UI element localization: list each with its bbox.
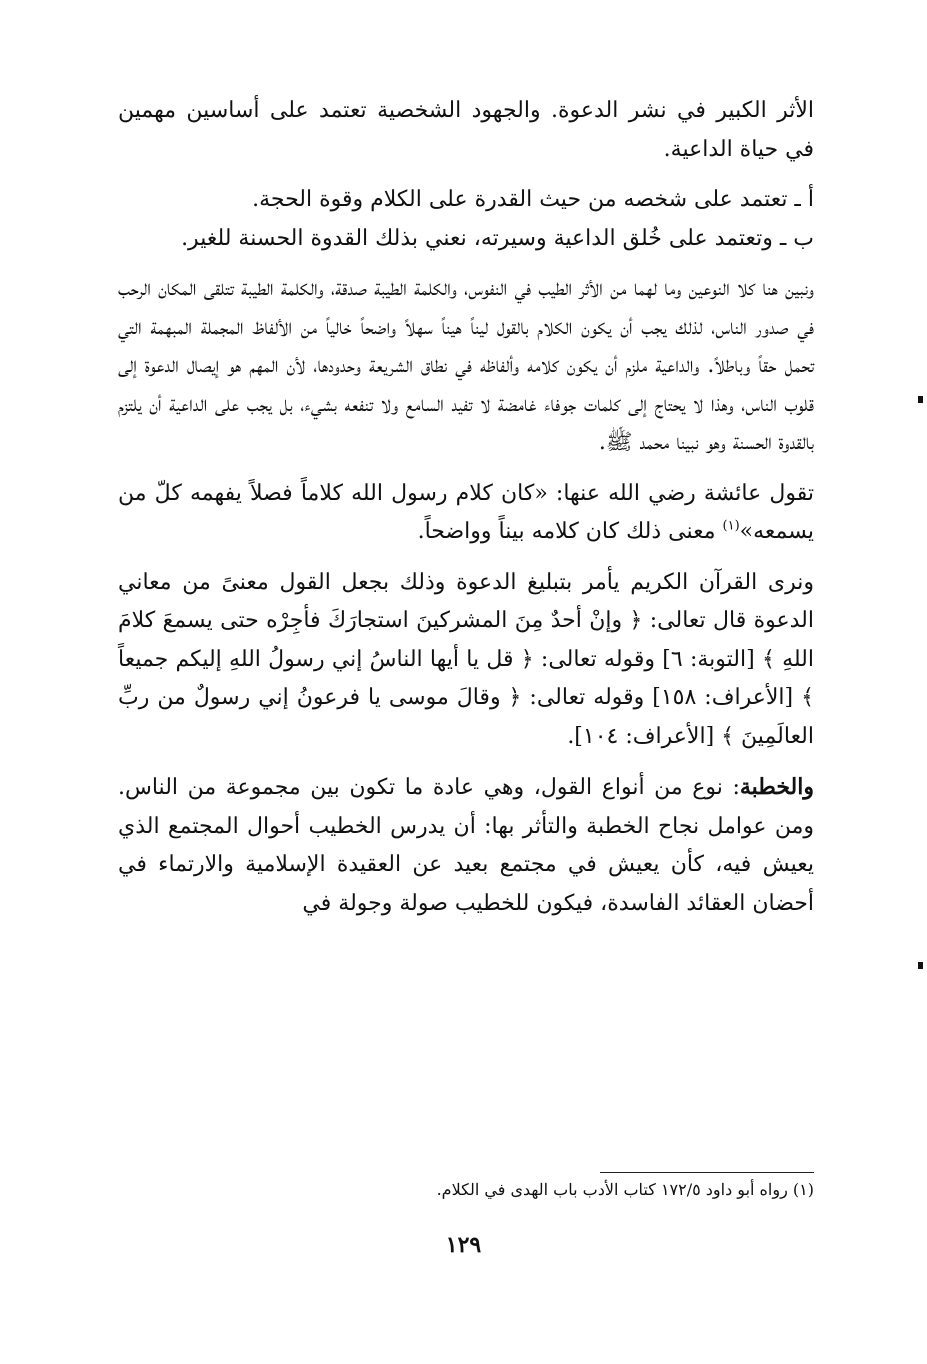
paragraph-kind-words: ونبين هنا كلا النوعين وما لهما من الأثر الطيب في النفوس، والكلمة الطيبة صدقة، والكلمة الطيبة تتلقى المكان الرحب في صدور الناس، لذلك يجب أن يكون الكلام بالقول ليناً هيناً سهلاً واضحاً خالياً من الألفاظ المجملة المبهمة التي تحمل حقاً وباطلاً. والداعية ملزم أن يكون كلامه وألفاظه في نطاق الشريعة وحدودها، لأن المهم هو إيصال الدعوة إلى قلوب الناس، وهذا لا يحتاج إلى كلمات جوفاء غامضة لا تفيد السامع ولا تنفعه بشيء، بل يجب على الداعية أن يلتزم بالقدوة الحسنة وهو نبينا محمد ﷺ. — [118, 276, 814, 455]
list-item-a: أ ـ تعتمد على شخصه من حيث القدرة على الكلام وقوة الحجة. — [252, 187, 814, 212]
footnote: (١) رواه أبو داود ١٧٢/٥ كتاب الأدب باب الهدى في الكلام. — [436, 1180, 814, 1199]
margin-mark — [918, 962, 923, 969]
sermon-heading: والخطبة — [739, 774, 814, 800]
paragraph-sermon — [118, 768, 814, 923]
paragraph-intro: الأثر الكبير في نشر الدعوة. والجهود الشخصية تعتمد على أساسين مهمين في حياة الداعية. — [118, 98, 814, 162]
list-item-b: ب ـ وتعتمد على خُلق الداعية وسيرته، نعني بذلك القدوة الحسنة للغير. — [181, 225, 814, 251]
aisha-quote-tail: معنى ذلك كان كلامه بيناً وواضحاً. — [417, 519, 723, 544]
footnote-ref: (١) — [722, 518, 740, 534]
paragraph-aisha-quote — [118, 475, 814, 552]
footnote-divider — [600, 1172, 814, 1173]
margin-mark — [918, 396, 923, 403]
page-body — [118, 92, 814, 923]
paragraph-quran-verses: ونرى القرآن الكريم يأمر بتبليغ الدعوة وذلك بجعل القول معنىً من معاني الدعوة قال تعالى: ﴿ وإنْ أحدٌ مِنَ المشركينَ استجارَكَ فأجِرْه حتى يسمعَ كلامَ اللهِ ﴾ [التوبة: ٦] وقوله تعالى: ﴿ قل يا أيها الناسُ إني رسولُ اللهِ إليكم جميعاً ﴾ [الأعراف: ١٥٨] وقوله تعالى: ﴿ وقالَ موسى يا فرعونُ إني رسولٌ من ربِّ العالَمِينَ ﴾ [الأعراف: ١٠٤]. — [118, 569, 814, 749]
aisha-quote-text: تقول عائشة رضي الله عنها: «كان كلام رسول الله كلاماً فصلاً يفهمه كلّ من يسمعه» — [118, 480, 814, 544]
page-number: ١٢٩ — [445, 1232, 482, 1258]
sermon-text: : نوع من أنواع القول، وهي عادة ما تكون بين مجموعة من الناس. ومن عوامل نجاح الخطبة والتأثر بها: أن يدرس الخطيب أحوال المجتمع الذي يعيش فيه، كأن يعيش في مجتمع بعيد عن العقيدة الإسلامية والارتماء في أحضان العقائد الفاسدة، فيكون للخطيب صولة وجولة في — [118, 775, 814, 916]
